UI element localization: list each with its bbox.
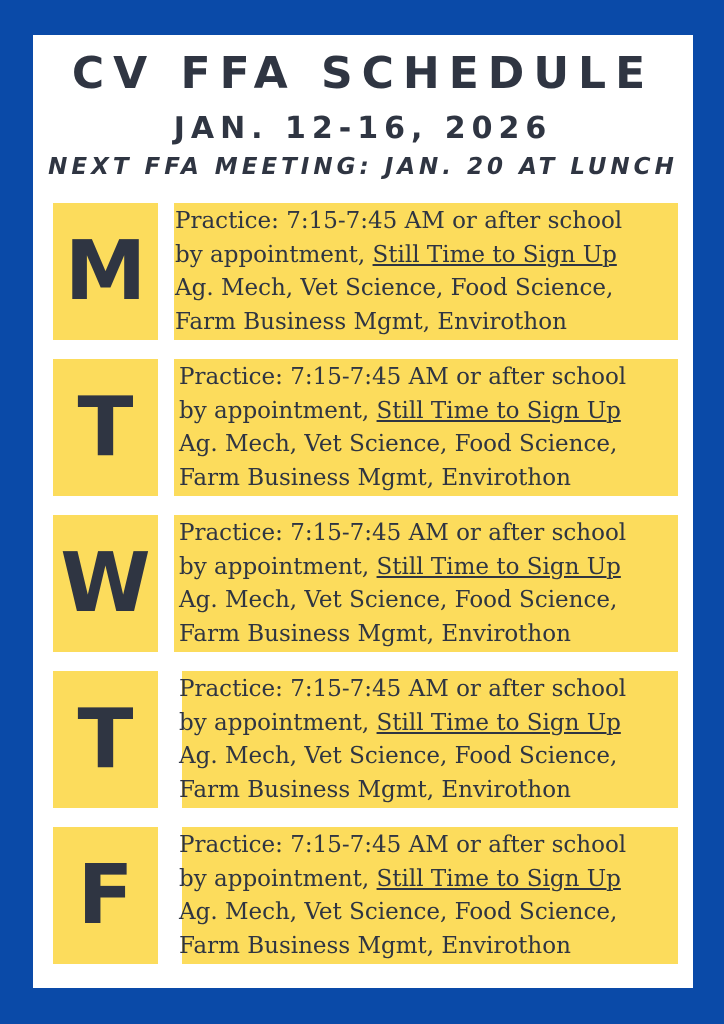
day-info-text: [175, 205, 622, 339]
events-line: Ag. Mech, Vet Science, Food Science,: [179, 743, 618, 769]
appointment-text: by appointment,: [179, 865, 377, 892]
events-line: Ag. Mech, Vet Science, Food Science,: [179, 899, 618, 925]
day-info-text: [179, 361, 626, 495]
date-range: JAN. 12-16, 2026: [173, 111, 553, 146]
practice-line: Practice: 7:15-7:45 AM or after school: [179, 832, 627, 858]
day-info-monday: [174, 203, 678, 340]
day-info-text: [179, 829, 626, 963]
page-title: CV FFA SCHEDULE: [71, 48, 655, 99]
appointment-line: [179, 863, 626, 897]
events-line-2: Farm Business Mgmt, Envirothon: [179, 932, 571, 959]
day-info-thursday: [179, 671, 678, 808]
appointment-line: [179, 551, 626, 585]
appointment-text: by appointment,: [179, 553, 377, 580]
appointment-line: [175, 239, 622, 273]
day-letter-friday: F: [53, 827, 158, 964]
day-letter-tuesday: T: [53, 359, 158, 496]
day-letter-monday: M: [53, 203, 158, 340]
day-info-text: [179, 673, 626, 807]
signup-link[interactable]: Still Time to Sign Up: [376, 553, 621, 580]
appointment-text: by appointment,: [179, 397, 377, 424]
day-info-tuesday: [174, 359, 678, 496]
day-info-wednesday: [174, 515, 678, 652]
appointment-text: by appointment,: [175, 241, 373, 268]
practice-line: Practice: 7:15-7:45 AM or after school: [179, 676, 627, 702]
next-meeting: NEXT FFA MEETING: JAN. 20 AT LUNCH: [48, 154, 678, 180]
day-letter-thursday: T: [53, 671, 158, 808]
signup-link[interactable]: Still Time to Sign Up: [376, 709, 621, 736]
appointment-text: by appointment,: [179, 709, 377, 736]
events-line-2: Farm Business Mgmt, Envirothon: [179, 620, 571, 647]
appointment-line: [179, 395, 626, 429]
practice-line: Practice: 7:15-7:45 AM or after school: [179, 364, 627, 390]
day-info-text: [179, 517, 626, 651]
practice-line: Practice: 7:15-7:45 AM or after school: [175, 208, 623, 234]
events-line-2: Farm Business Mgmt, Envirothon: [179, 464, 571, 491]
signup-link[interactable]: Still Time to Sign Up: [372, 241, 617, 268]
signup-link[interactable]: Still Time to Sign Up: [376, 397, 621, 424]
events-line: Ag. Mech, Vet Science, Food Science,: [175, 275, 614, 301]
events-line: Ag. Mech, Vet Science, Food Science,: [179, 431, 618, 457]
events-line-2: Farm Business Mgmt, Envirothon: [175, 308, 567, 335]
day-info-friday: [179, 827, 678, 964]
practice-line: Practice: 7:15-7:45 AM or after school: [179, 520, 627, 546]
signup-link[interactable]: Still Time to Sign Up: [376, 865, 621, 892]
events-line: Ag. Mech, Vet Science, Food Science,: [179, 587, 618, 613]
day-letter-wednesday: W: [53, 515, 158, 652]
events-line-2: Farm Business Mgmt, Envirothon: [179, 776, 571, 803]
appointment-line: [179, 707, 626, 741]
